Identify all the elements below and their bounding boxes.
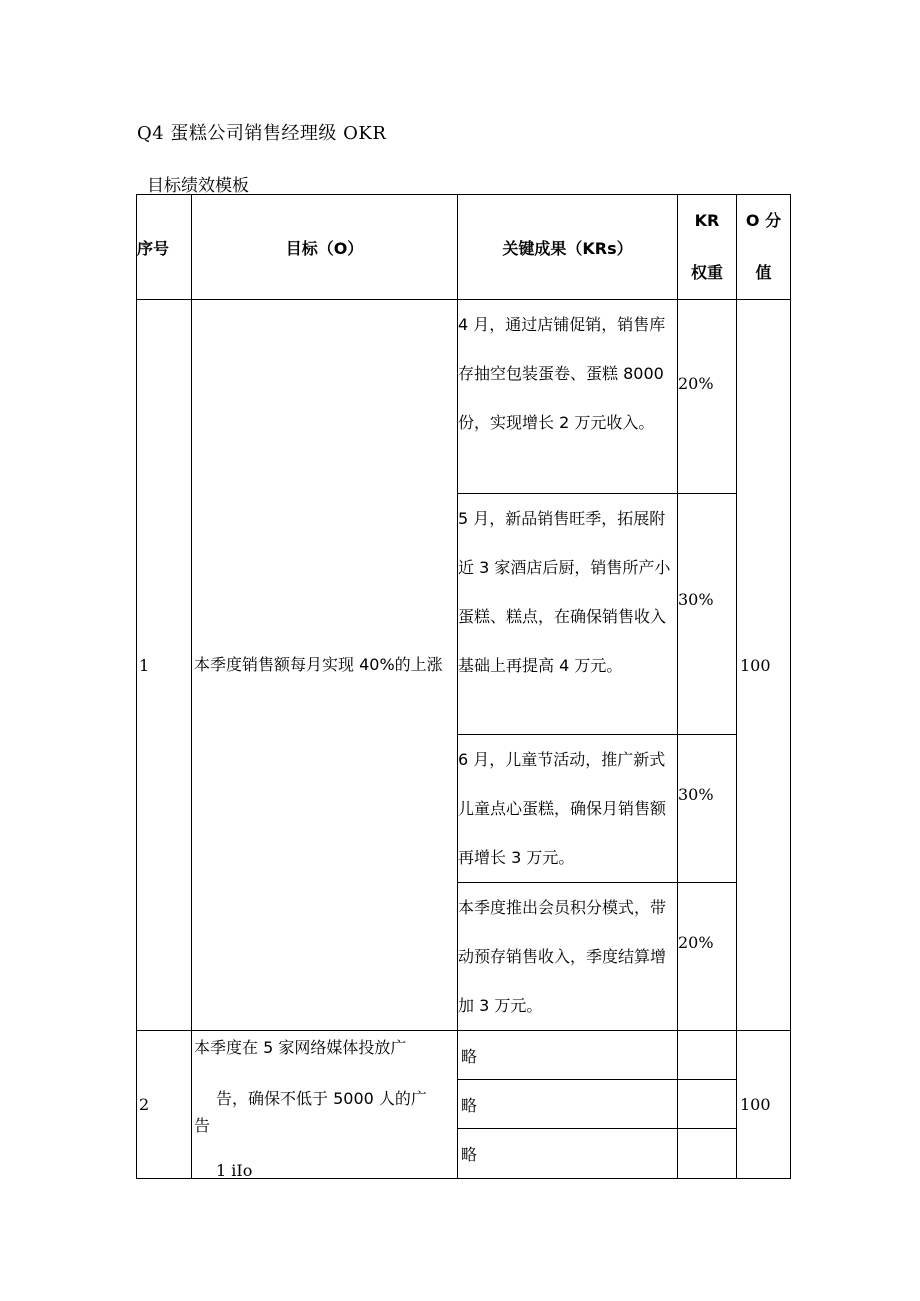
header-o-score-line2: 值 bbox=[755, 263, 772, 282]
kr-weight: 30% bbox=[678, 494, 737, 735]
kr-text: 本季度推出会员积分模式，带动预存销售收入，季度结算增加 3 万元。 bbox=[458, 883, 678, 1031]
kr-text: 略 bbox=[458, 1129, 678, 1179]
kr-weight: 20% bbox=[678, 300, 737, 494]
row-seq: 2 bbox=[137, 1031, 192, 1179]
header-row bbox=[137, 195, 791, 300]
kr-weight bbox=[678, 1080, 737, 1129]
kr-text: 略 bbox=[458, 1031, 678, 1080]
header-o-score bbox=[737, 195, 791, 300]
objective-line: 1 iIo bbox=[216, 1161, 253, 1179]
kr-weight: 30% bbox=[678, 735, 737, 883]
document-title: Q4 蛋糕公司销售经理级 OKR bbox=[137, 123, 387, 144]
header-seq: 序号 bbox=[137, 195, 192, 300]
objective-line: 告 bbox=[194, 1116, 211, 1135]
table-row bbox=[137, 300, 791, 494]
row-objective: 本季度销售额每月实现 40%的上涨 bbox=[192, 300, 458, 1031]
row-seq: 1 bbox=[137, 300, 192, 1031]
row-objective bbox=[192, 1031, 458, 1179]
kr-weight: 20% bbox=[678, 883, 737, 1031]
kr-text: 5 月，新品销售旺季，拓展附近 3 家酒店后厨，销售所产小蛋糕、糕点，在确保销售收入基础上再提高 4 万元。 bbox=[458, 494, 678, 735]
row-score: 100 bbox=[737, 1031, 791, 1179]
kr-weight bbox=[678, 1031, 737, 1080]
document-subtitle: 目标绩效模板 bbox=[147, 176, 249, 196]
okr-table bbox=[136, 194, 791, 1179]
header-key-results: 关键成果（KRs） bbox=[458, 195, 678, 300]
header-kr-weight-line1: KR bbox=[694, 211, 720, 230]
kr-text: 4 月，通过店铺促销，销售库存抽空包装蛋卷、蛋糕 8000 份，实现增长 2 万元收入。 bbox=[458, 300, 678, 494]
header-o-score-line1: O 分 bbox=[745, 211, 782, 230]
kr-text: 略 bbox=[458, 1080, 678, 1129]
header-kr-weight-line2: 权重 bbox=[690, 263, 723, 282]
objective-line: 告，确保不低于 5000 人的广 bbox=[216, 1089, 427, 1108]
objective-line: 本季度在 5 家网络媒体投放广 bbox=[194, 1038, 407, 1057]
kr-text: 6 月，儿童节活动，推广新式儿童点心蛋糕，确保月销售额再增长 3 万元。 bbox=[458, 735, 678, 883]
table-row bbox=[137, 1031, 791, 1080]
row-score: 100 bbox=[737, 300, 791, 1031]
header-objective: 目标（O） bbox=[192, 195, 458, 300]
header-kr-weight bbox=[678, 195, 737, 300]
kr-weight bbox=[678, 1129, 737, 1179]
